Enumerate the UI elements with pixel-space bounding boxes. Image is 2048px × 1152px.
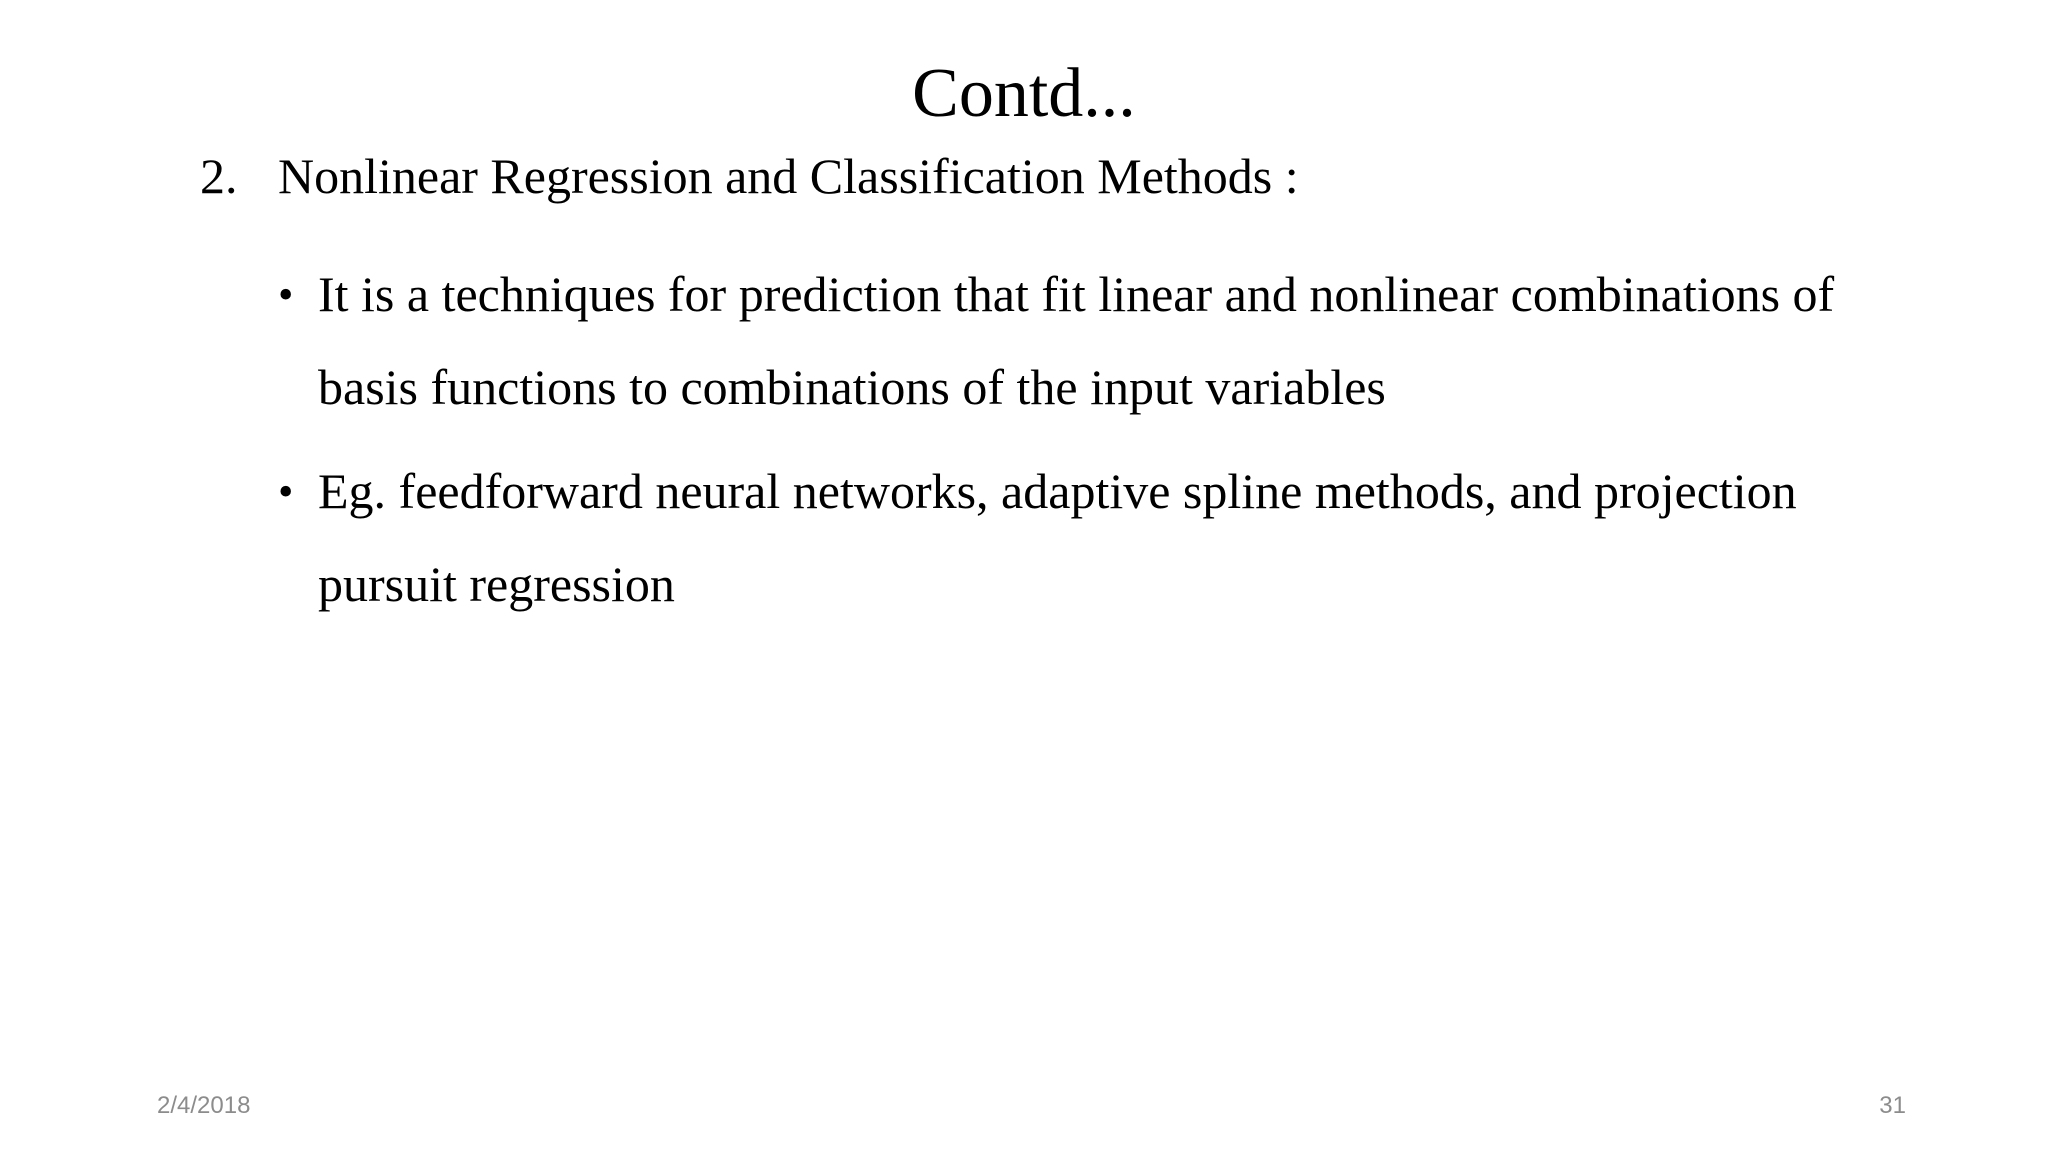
page-number: 31 bbox=[1879, 1092, 1906, 1119]
footer-date: 2/4/2018 bbox=[157, 1092, 251, 1119]
bullet-item bbox=[278, 248, 1918, 434]
bullet-icon: • bbox=[278, 270, 294, 319]
numbered-item bbox=[200, 146, 1299, 206]
bullet-text: It is a techniques for prediction that fit linear and nonlinear combinations of basis functions to combinations of the input variables bbox=[318, 266, 1835, 415]
item-number: 2. bbox=[200, 148, 238, 204]
item-text: Nonlinear Regression and Classification Methods : bbox=[278, 148, 1299, 204]
bullet-icon: • bbox=[278, 467, 294, 516]
bullet-item bbox=[278, 445, 1918, 631]
bullet-text: Eg. feedforward neural networks, adaptive spline methods, and projection pursuit regression bbox=[318, 463, 1797, 612]
slide-title: Contd... bbox=[912, 55, 1136, 132]
bullet-list bbox=[278, 248, 1918, 642]
